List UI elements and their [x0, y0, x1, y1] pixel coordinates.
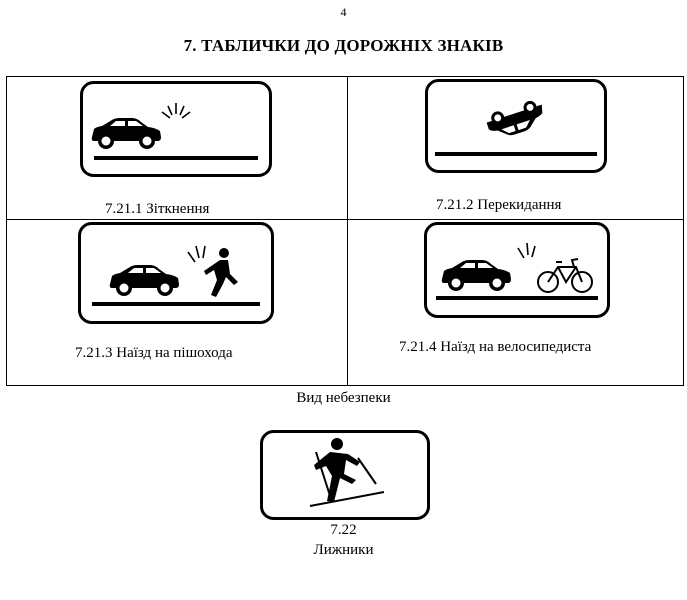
page-number: 4 [340, 5, 347, 19]
skiers-sign-code: 7.22 [330, 522, 357, 538]
sign-collision [80, 81, 272, 177]
sign-skiers [260, 430, 430, 520]
sign-caption-collision: 7.21.1 Зіткнення [105, 201, 210, 217]
sign-caption-cyclist-hit: 7.21.4 Наїзд на велосипедиста [399, 339, 592, 355]
section-title: 7. ТАБЛИЧКИ ДО ДОРОЖНІХ ЗНАКІВ [183, 36, 504, 55]
sign-pedestrian-hit [78, 222, 274, 324]
danger-type-label: Вид небезпеки [296, 390, 391, 406]
sign-cyclist-hit [424, 222, 610, 318]
table-divider-vertical [347, 77, 348, 385]
sign-caption-pedestrian-hit: 7.21.3 Наїзд на пішохода [75, 345, 233, 361]
table-divider-horizontal [7, 219, 683, 220]
skiers-sign-name: Лижники [313, 542, 374, 558]
sign-rollover [425, 79, 607, 173]
sign-caption-rollover: 7.21.2 Перекидання [436, 197, 562, 213]
signs-table [6, 76, 684, 386]
